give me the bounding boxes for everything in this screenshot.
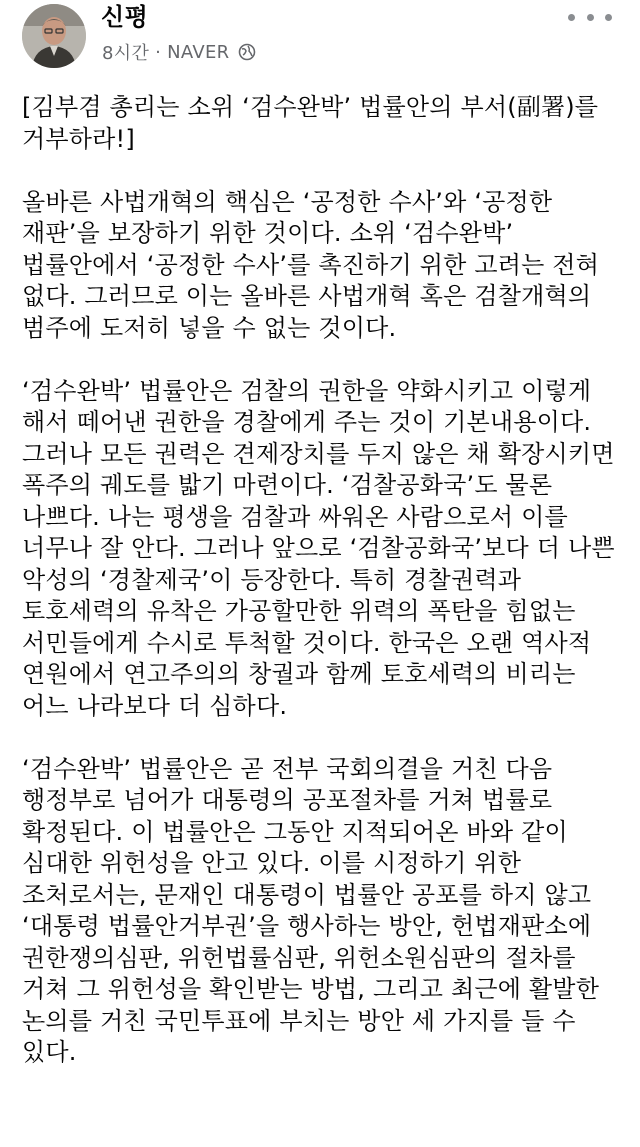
avatar[interactable] xyxy=(22,4,86,68)
post-time[interactable]: 8시간 xyxy=(102,43,150,64)
post-title: [김부겸 총리는 소위 ‘검수완박’ 법률안의 부서(副署)를 거부하라!] xyxy=(22,93,599,153)
post-paragraph: ‘검수완박’ 법률안은 검찰의 권한을 약화시키고 이렇게 해서 떼어낸 권한을 경찰에게 주는 것이 기본내용이다. 그러나 모든 권력은 견제장치를 두지 않은 채 확장시키면 폭주의 궤도를 밟기 마련이다. ‘검찰공화국’도 물론 나쁘다. 나는 평생을 검찰과 싸워온 사람으로서 이를 너무나 잘 안다. 그러나 앞으로 ‘검찰공화국’보다 더 나쁜 악성의 ‘경찰제국’이 등장한다. 특히 경찰권력과 토호세력의 유착은 가공할만한 위력의 폭탄을 힘없는 서민들에게 수시로 투척할 것이다. 한국은 오랜 역사적 연원에서 연고주의의 창궐과 함께 토호세력의 비리는 어느 나라보다 더 심하다. xyxy=(22,376,615,720)
post-paragraph: 올바른 사법개혁의 핵심은 ‘공정한 수사’와 ‘공정한 재판’을 보장하기 위한 것이다. 소위 ‘검수완박’ 법률안에서 ‘공정한 수사’를 촉진하기 위한 고려는 전혀 없다. 그러므로 이는 올바른 사법개혁 혹은 검찰개혁의 범주에 도저히 넣을 수 없는 것이다. xyxy=(22,187,600,342)
meta-separator: · xyxy=(155,41,162,63)
dot xyxy=(568,14,575,21)
globe-icon xyxy=(238,43,256,61)
avatar-photo xyxy=(22,4,86,68)
post-meta xyxy=(102,40,256,64)
dot xyxy=(605,14,612,21)
dot xyxy=(587,14,594,21)
author-name[interactable]: 신평 xyxy=(101,3,149,31)
post-paragraph: ‘검수완박’ 법률안은 곧 전부 국회의결을 거친 다음 행정부로 넘어가 대통령의 공포절차를 거쳐 법률로 확정된다. 이 법률안은 그동안 지적되어온 바와 같이 심대한 위헌성을 안고 있다. 이를 시정하기 위한 조처로서는, 문재인 대통령이 법률안 공포를 하지 않고 ‘대통령 법률안거부권’을 행사하는 방안, 헌법재판소에 권한쟁의심판, 위헌법률심판, 위헌소원심판의 절차를 거쳐 그 위헌성을 확인받는 방법, 그리고 최근에 활발한 논의를 거친 국민투표에 부치는 방안 세 가지를 들 수 있다. xyxy=(22,754,600,1066)
more-options-icon[interactable] xyxy=(568,10,612,24)
post-header xyxy=(0,0,640,80)
post-body xyxy=(22,92,628,1069)
post-source: NAVER xyxy=(167,41,230,63)
